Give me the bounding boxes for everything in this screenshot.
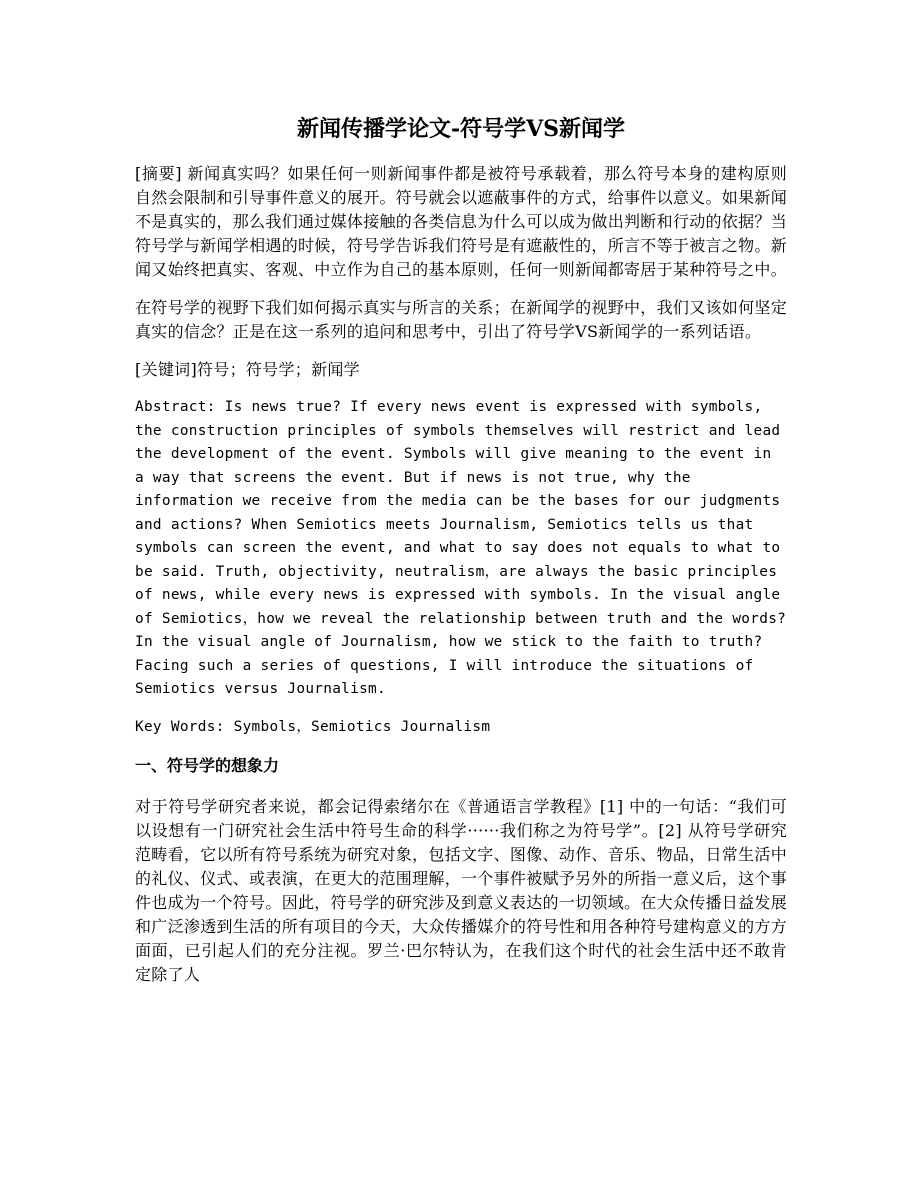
abstract-cn-paragraph-2: 在符号学的视野下我们如何揭示真实与所言的关系；在新闻学的视野中，我们又该如何坚定真实的信念？正是在这一系列的追问和思考中，引出了符号学VS新闻学的一系列话语。 [135,298,788,341]
section-1-heading: 一、符号学的想象力 [135,756,280,775]
document-title: 新闻传播学论文-符号学VS新闻学 [296,116,626,142]
section-1-body: 对于符号学研究者来说，都会记得索绪尔在《普通语言学教程》[1] 中的一句话：“我们可以设想有一门研究社会生活中符号生命的科学······我们称之为符号学”。[2] 从符号学研究范畴看，它以所有符号系统为研究对象，包括文字、图像、动作、音乐、物品，日常生活中的礼仪、仪式、或表演，在更大的范围理解，一个事件被赋予另外的所指一意义后，这个事件也成为一个符号。因此，符号学的研究涉及到意义表达的一切领域。在大众传播日益发展和广泛渗透到生活的所有项目的今天，大众传播媒介的符号性和用各种符号建构意义的方方面面，已引起人们的充分注视。罗兰·巴尔特认为，在我们这个时代的社会生活中还不敢肯定除了人 [135,797,788,984]
abstract-en: Abstract: Is news true? If every news event is expressed with symbols, the construction principles of symbols themselves will restrict and lead the development of the event. Symbols will give meaning to the event in a way that screens the event. But if news is not true, why the information we receive from the media can be the bases for our judgments and actions? When Semiotics meets Journalism, Semiotics tells us that symbols can screen the event, and what to say does not equals to what to be said. Truth, objectivity, neutralism，are always the basic principles of news, while every news is expressed with symbols. In the visual angle of Semiotics，how we reveal the relationship between truth and the words? In the visual angle of Journalism, how we stick to the faith to truth? Facing such a series of questions, I will introduce the situations of Semiotics versus Journalism. [135,399,787,697]
abstract-cn-paragraph-1: [摘要] 新闻真实吗？如果任何一则新闻事件都是被符号承载着，那么符号本身的建构原则自然会限制和引导事件意义的展开。符号就会以遮蔽事件的方式，给事件以意义。如果新闻不是真实的，那么我们通过媒体接触的各类信息为什么可以成为做出判断和行动的依据？当符号学与新闻学相遇的时候，符号学告诉我们符号是有遮蔽性的，所言不等于被言之物。新闻又始终把真实、客观、中立作为自己的基本原则，任何一则新闻都寄居于某种符号之中。 [135,164,788,279]
keywords-en: Key Words: Symbols，Semiotics Journalism [135,718,491,735]
keywords-cn: [关键词]符号；符号学；新闻学 [135,360,360,379]
document-page [135,100,787,1001]
